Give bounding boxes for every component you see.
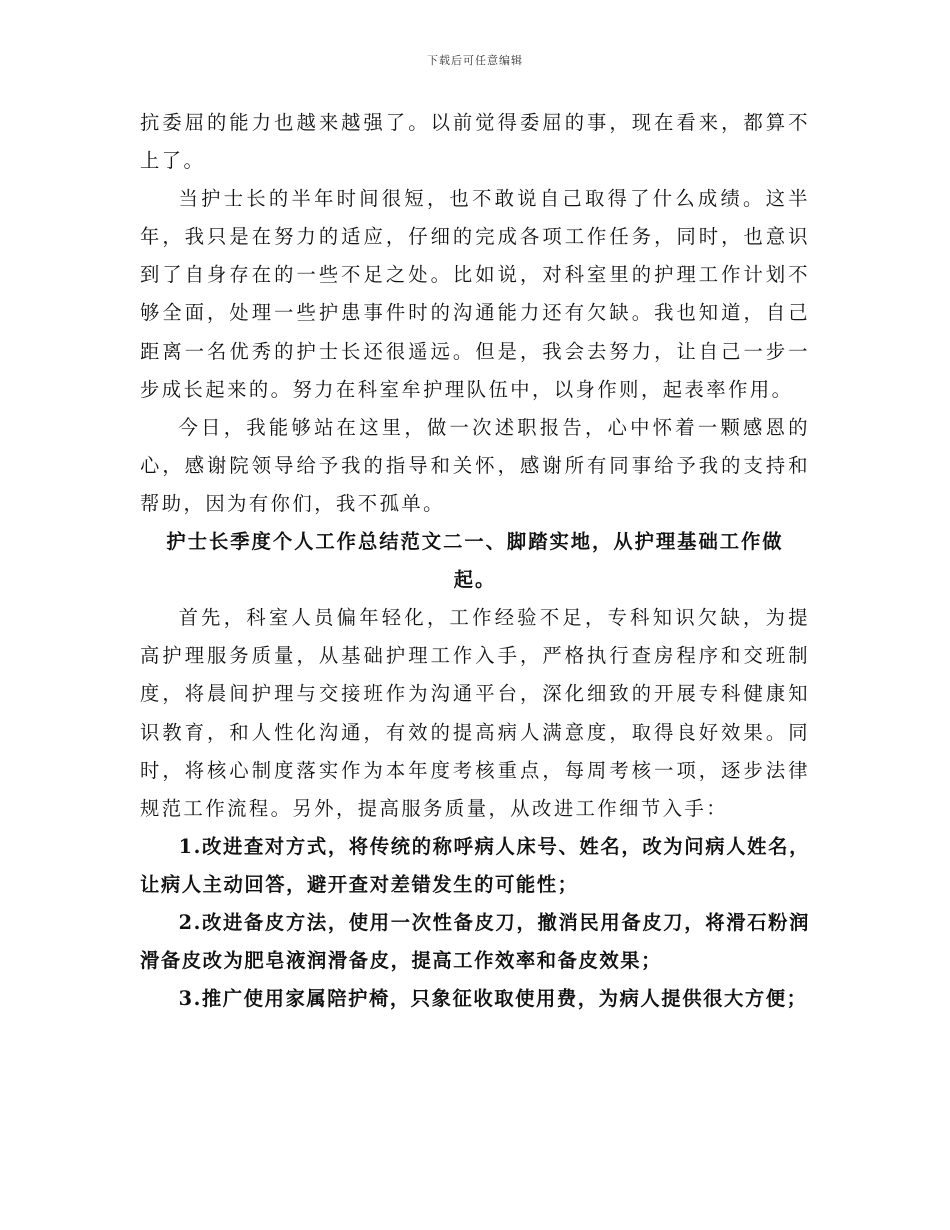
document-body <box>140 104 810 1018</box>
list-item-1: 1.改进查对方式，将传统的称呼病人床号、姓名，改为问病人姓名，让病人主动回答，避开查对差错发生的可能性； <box>140 834 810 896</box>
page-header: 下载后可任意编辑 <box>427 54 523 67</box>
paragraph-half-year-review: 当护士长的半年时间很短，也不敢说自己取得了什么成绩。这半年，我只是在努力的适应，仔细的完成各项工作任务，同时，也意识到了自身存在的一些不足之处。比如说，对科室里的护理工作计划不够全面，处理一些护患事件时的沟通能力还有欠缺。我也知道，自己距离一名优秀的护士长还很遥远。但是，我会去努力，让自己一步一步成长起来的。努力在科室牟护理队伍中，以身作则，起表率作用。 <box>140 187 810 401</box>
paragraph-continuation: 抗委屈的能力也越来越强了。以前觉得委屈的事，现在看来，都算不上了。 <box>140 111 810 173</box>
list-item-3: 3.推广使用家属陪护椅，只象征收取使用费，为病人提供很大方便； <box>178 987 808 1011</box>
section-title: 护士长季度个人工作总结范文二一、脚踏实地，从护理基础工作做起。 <box>166 530 784 592</box>
list-item-2: 2.改进备皮方法，使用一次性备皮刀，撤消民用备皮刀，将滑石粉润滑备皮改为肥皂液润滑备皮，提高工作效率和备皮效果； <box>140 910 810 973</box>
paragraph-gratitude: 今日，我能够站在这里，做一次述职报告，心中怀着一颗感恩的心，感谢院领导给予我的指导和关怀，感谢所有同事给予我的支持和帮助，因为有你们，我不孤单。 <box>140 415 810 515</box>
paragraph-basic-nursing: 首先，科室人员偏年轻化，工作经验不足，专科知识欠缺，为提高护理服务质量，从基础护理工作入手，严格执行查房程序和交班制度，将晨间护理与交接班作为沟通平台，深化细致的开展专科健康知识教育，和人性化沟通，有效的提高病人满意度，取得良好效果。同时，将核心制度落实作为本年度考核重点，每周考核一项，逐步法律规范工作流程。另外，提高服务质量，从改进工作细节入手： <box>140 606 810 820</box>
